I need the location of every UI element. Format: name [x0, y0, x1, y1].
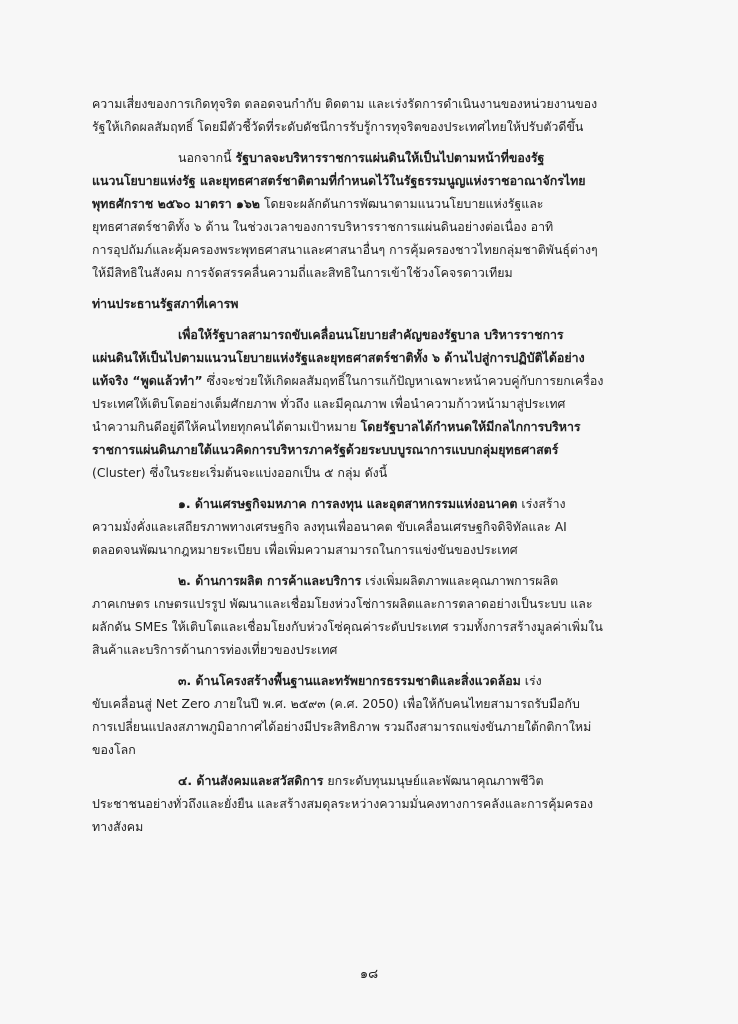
cluster-paragraph — [92, 323, 648, 484]
text-line: ยุทธศาสตร์ชาติทั้ง ๖ ด้าน ในช่วงเวลาของการบริหารราชการแผ่นดินอย่างต่อเนื่อง อาทิ — [92, 219, 554, 234]
text-line: แผ่นดินให้เป็นไปตามแนวนโยบายแห่งรัฐและยุทธศาสตร์ชาติทั้ง ๖ ด้านไปสู่การปฏิบัติได้อย่าง — [92, 350, 585, 365]
text-line: ขับเคลื่อนสู่ Net Zero ภายในปี พ.ศ. ๒๕๙๓ (ค.ศ. 2050) เพื่อให้กับคนไทยสามารถรับมือกับ — [92, 696, 580, 711]
text-run: เร่งสร้าง — [517, 496, 566, 511]
text-run: นอกจากนี้ — [178, 150, 236, 165]
text-line: ตลอดจนพัฒนากฎหมายระเบียบ เพื่อเพิ่มความสามารถในการแข่งขันของประเทศ — [92, 542, 518, 557]
cluster-item-4 — [92, 769, 648, 838]
intro-paragraph — [92, 92, 648, 138]
text-run-bold: แท้จริง “พูดแล้วทำ” — [92, 373, 203, 388]
salutation-heading: ท่านประธานรัฐสภาที่เคารพ — [92, 296, 239, 311]
text-line: (Cluster) ซึ่งในระยะเริ่มต้นจะแบ่งออกเป็น ๕ กลุ่ม ดังนี้ — [92, 465, 388, 480]
text-line — [92, 369, 648, 392]
text-run: เร่งเพิ่มผลิตภาพและคุณภาพการผลิต — [361, 573, 559, 588]
cluster-item-title: ๔. ด้านสังคมและสวัสดิการ — [178, 773, 324, 788]
text-run-bold: รัฐบาลจะบริหารราชการแผ่นดินให้เป็นไปตามหน้าที่ของรัฐ — [235, 150, 545, 165]
text-line: ของโลก — [92, 742, 136, 757]
cluster-item-3 — [92, 669, 648, 761]
text-line: ความเสี่ยงของการเกิดทุจริต ตลอดจนกำกับ ติดตาม และเร่งรัดการดำเนินงานของหน่วยงานของ — [92, 96, 598, 111]
text-line: ราชการแผ่นดินภายใต้แนวคิดการบริหารภาครัฐด้วยระบบบูรณาการแบบกลุ่มยุทธศาสตร์ — [92, 442, 559, 457]
text-line: การอุปถัมภ์และคุ้มครองพระพุทธศาสนาและศาสนาอื่นๆ การคุ้มครองชาวไทยกลุ่มชาติพันธุ์ต่างๆ — [92, 242, 598, 257]
text-line: ประชาชนอย่างทั่วถึงและยั่งยืน และสร้างสมดุลระหว่างความมั่นคงทางการคลังและการคุ้มครอง — [92, 796, 594, 811]
text-line — [92, 492, 648, 515]
cluster-item-2 — [92, 569, 648, 661]
text-run: นำความกินดีอยู่ดีให้คนไทยทุกคนได้ตามเป้าหมาย — [92, 419, 361, 434]
text-line — [92, 146, 648, 169]
government-duty-paragraph — [92, 146, 648, 284]
text-line — [92, 569, 648, 592]
text-line: การเปลี่ยนแปลงสภาพภูมิอากาศได้อย่างมีประสิทธิภาพ รวมถึงสามารถแข่งขันภายใต้กติกาใหม่ — [92, 719, 592, 734]
text-line: รัฐให้เกิดผลสัมฤทธิ์ โดยมีตัวชี้วัดที่ระดับดัชนีการรับรู้การทุจริตของประเทศไทยให้ปรับตัวดีขึ้น — [92, 119, 584, 134]
text-line — [92, 769, 648, 792]
text-line: แนวนโยบายแห่งรัฐ และยุทธศาสตร์ชาติตามที่กำหนดไว้ในรัฐธรรมนูญแห่งราชอาณาจักรไทย — [92, 173, 586, 188]
text-line: ภาคเกษตร เกษตรแปรรูป พัฒนาและเชื่อมโยงห่วงโซ่การผลิตและการตลาดอย่างเป็นระบบ และ — [92, 596, 593, 611]
text-run: ซึ่งจะช่วยให้เกิดผลสัมฤทธิ์ในการแก้ปัญหาเฉพาะหน้าควบคู่กับการยกเครื่อง — [202, 373, 604, 388]
text-run: ยกระดับทุนมนุษย์และพัฒนาคุณภาพชีวิต — [323, 773, 544, 788]
document-body — [92, 92, 648, 838]
text-line: ประเทศให้เติบโตอย่างเต็มศักยภาพ ทั่วถึง และมีคุณภาพ เพื่อนำความก้าวหน้ามาสู่ประเทศ — [92, 396, 566, 411]
text-line — [92, 669, 648, 692]
text-line: ให้มีสิทธิในสังคม การจัดสรรคลื่นความถี่และสิทธิในการเข้าใช้วงโคจรดาวเทียม — [92, 265, 513, 280]
text-line — [92, 415, 648, 438]
text-line: สินค้าและบริการด้านการท่องเที่ยวของประเทศ — [92, 642, 338, 657]
text-run-bold: พุทธศักราช ๒๕๖๐ มาตรา ๑๖๒ — [92, 196, 260, 211]
text-run-bold: โดยรัฐบาลได้กำหนดให้มีกลไกการบริหาร — [360, 419, 581, 434]
cluster-item-1 — [92, 492, 648, 561]
text-run: โดยจะผลักดันการพัฒนาตามแนวนโยบายแห่งรัฐและ — [259, 196, 544, 211]
page-number: ๑๘ — [359, 967, 379, 982]
text-line: ผลักดัน SMEs ให้เติบโตและเชื่อมโยงกับห่วงโซ่คุณค่าระดับประเทศ รวมทั้งการสร้างมูลค่าเพิ่มใน — [92, 619, 603, 634]
text-line: ความมั่งคั่งและเสถียรภาพทางเศรษฐกิจ ลงทุนเพื่ออนาคต ขับเคลื่อนเศรษฐกิจดิจิทัลและ AI — [92, 519, 567, 534]
text-line — [92, 192, 648, 215]
text-run: เร่ง — [520, 673, 542, 688]
cluster-item-title: ๓. ด้านโครงสร้างพื้นฐานและทรัพยากรธรรมชาติและสิ่งแวดล้อม — [178, 673, 521, 688]
text-line: ทางสังคม — [92, 819, 144, 834]
cluster-item-title: ๒. ด้านการผลิต การค้าและบริการ — [178, 573, 362, 588]
cluster-item-title: ๑. ด้านเศรษฐกิจมหภาค การลงทุน และอุตสาหกรรมแห่งอนาคต — [178, 496, 518, 511]
text-line: เพื่อให้รัฐบาลสามารถขับเคลื่อนนโยบายสำคัญของรัฐบาล บริหารราชการ — [178, 327, 564, 342]
